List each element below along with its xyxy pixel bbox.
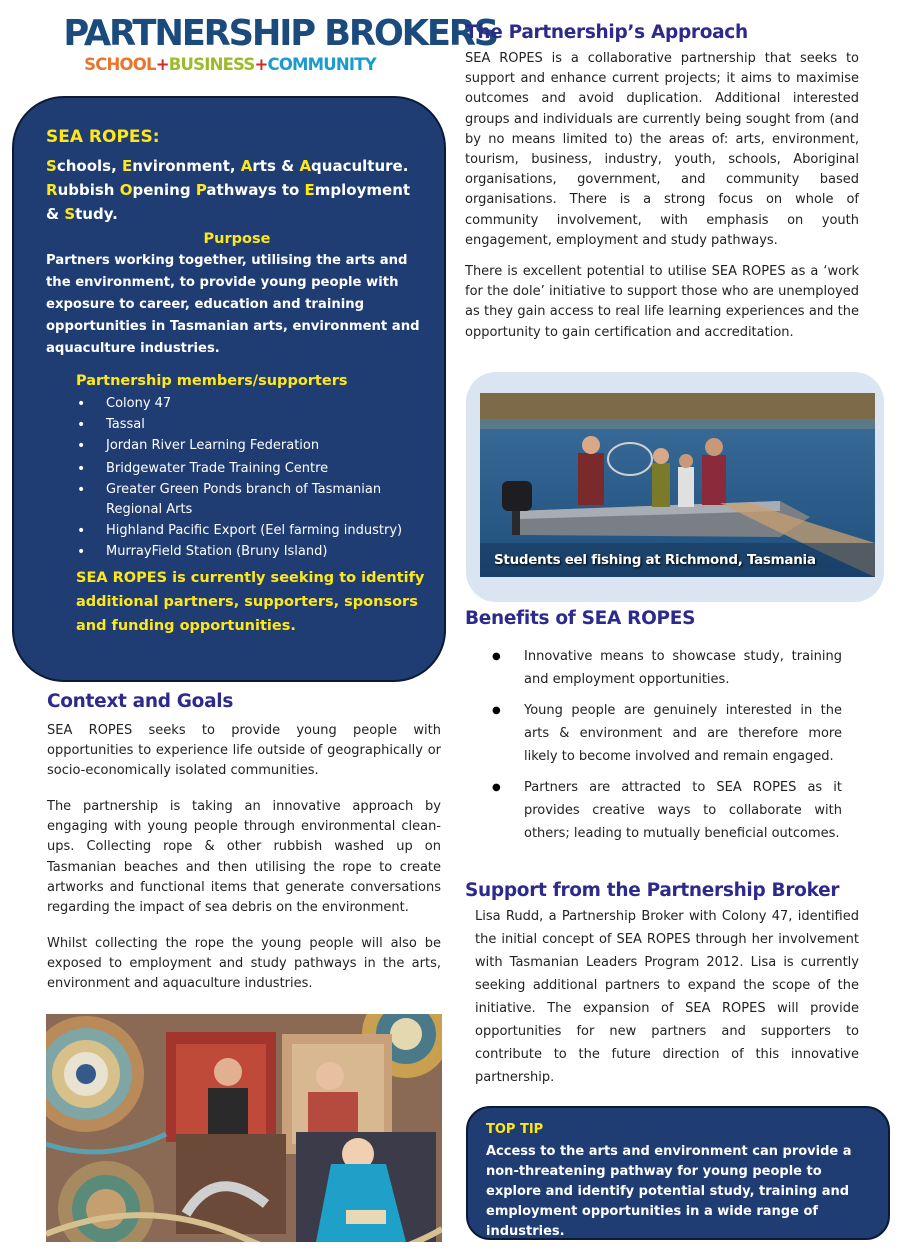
benefit-item: ● Partners are attracted to SEA ROPES as it provides creative ways to collaborate with others; leading to mutually beneficial outcomes. bbox=[486, 776, 842, 845]
member-item: • Jordan River Learning Federation bbox=[76, 436, 428, 456]
sea-ropes-panel bbox=[12, 96, 446, 682]
acronym-word-rest: ubbish bbox=[57, 181, 120, 199]
acronym-initial: A bbox=[299, 157, 312, 175]
context-paragraph-3: Whilst collecting the rope the young people will also be exposed to employment and study pathways in the arts, environment and aquaculture industries. bbox=[47, 936, 441, 992]
panel-content bbox=[46, 124, 428, 638]
acronym-initial: A bbox=[240, 157, 253, 175]
logo-community: COMMUNITY bbox=[267, 55, 376, 74]
acronym-word-rest: rts & bbox=[252, 157, 300, 175]
acronym-initial: P bbox=[195, 181, 207, 199]
eel-fishing-photo-image bbox=[480, 393, 875, 577]
panel-title: SEA ROPES: bbox=[46, 127, 160, 147]
top-tip-heading: TOP TIP bbox=[486, 1122, 544, 1137]
top-tip-box bbox=[466, 1106, 890, 1240]
acronym-word-rest: pening bbox=[132, 181, 196, 199]
acronym-initial: S bbox=[64, 205, 76, 223]
acronym-initial: S bbox=[46, 157, 57, 175]
top-tip-text: Access to the arts and environment can provide a non-threatening pathway for young people to explore and identify potential study, training and employment opportunities in a wide range of industries. bbox=[486, 1144, 852, 1239]
acronym-word-rest: quaculture. bbox=[311, 157, 409, 175]
context-heading: Context and Goals bbox=[47, 691, 234, 712]
benefit-item: ● Innovative means to showcase study, training and employment opportunities. bbox=[486, 645, 842, 691]
partnership-brokers-logo bbox=[60, 13, 498, 94]
approach-paragraph-1: SEA ROPES is a collaborative partnership that seeks to support and enhance current projects; it aims to maximise outcomes and avoid duplication. Additional interested groups and individuals are currently being sought from (and by no means limited to) the areas of: arts, environment, tourism, business, industry, youth, schools, Aboriginal organisations, government, and community based organisations. There is a strong focus on whole of community involvement, with emphasis on youth engagement, employment and study pathways. bbox=[465, 51, 859, 248]
logo-business: BUSINESS bbox=[168, 55, 255, 74]
logo-main-text: PARTNERSHIP BROKERS bbox=[63, 13, 498, 54]
member-item: • MurrayField Station (Bruny Island) bbox=[76, 542, 428, 562]
acronym-initial: R bbox=[46, 181, 58, 199]
approach-paragraph-2: There is excellent potential to utilise SEA ROPES as a ‘work for the dole’ initiative to support those who are unemployed as they gain access to real life learning experiences and the opportunity to gain certification and accreditation. bbox=[465, 264, 859, 340]
member-item: • Colony 47 bbox=[76, 394, 428, 414]
purpose-text: Partners working together, utilising the arts and the environment, to provide young people with exposure to career, education and training opportunities in Tasmanian arts, environment and aquaculture industries. bbox=[46, 253, 420, 356]
acronym-line-2 bbox=[46, 178, 428, 226]
acronym-word-rest: tudy. bbox=[75, 205, 118, 223]
acronym-initial: E bbox=[304, 181, 315, 199]
acronym-initial: E bbox=[121, 157, 133, 175]
logo-school: SCHOOL bbox=[84, 55, 156, 74]
logo-plus-1: + bbox=[155, 55, 169, 74]
acronym-line-1 bbox=[46, 154, 428, 178]
acronym-word-rest: athways to bbox=[206, 181, 305, 199]
member-item: • Bridgewater Trade Training Centre bbox=[76, 459, 428, 479]
support-paragraph: Lisa Rudd, a Partnership Broker with Colony 47, identified the initial concept of SEA ROPES through her involvement with Tasmanian Leaders Program 2012. Lisa is currently seeking additional partners to expand the scope of the initiative. The expansion of SEA ROPES will provide opportunities for new partners and supporters to contribute to the future direction of this innovative partnership. bbox=[475, 909, 859, 1085]
member-item: • Highland Pacific Export (Eel farming industry) bbox=[76, 521, 428, 541]
benefits-list bbox=[486, 645, 842, 853]
benefits-heading: Benefits of SEA ROPES bbox=[465, 608, 696, 629]
logo-plus-2: + bbox=[254, 55, 268, 74]
member-item: • Greater Green Ponds branch of Tasmanian Regional Arts bbox=[76, 480, 428, 520]
support-heading: Support from the Partnership Broker bbox=[465, 880, 840, 901]
member-item: • Tassal bbox=[76, 415, 428, 435]
acronym-word-rest: chools, bbox=[56, 157, 122, 175]
photo-caption: Students eel fishing at Richmond, Tasmania bbox=[494, 552, 816, 568]
seeking-partners-text: SEA ROPES is currently seeking to identify additional partners, supporters, sponsors and funding opportunities. bbox=[76, 570, 425, 634]
purpose-heading: Purpose bbox=[203, 231, 271, 247]
context-paragraph-1: SEA ROPES seeks to provide young people with opportunities to experience life outside of geographically or socio-economically isolated communities. bbox=[47, 723, 441, 779]
rope-art-photo-image bbox=[46, 1014, 442, 1242]
context-paragraph-2: The partnership is taking an innovative approach by engaging with young people through environmental clean-ups. Collecting rope & other rubbish washed up on Tasmanian beaches and then utilising the rope to create artworks and functional items that generate conversations regarding the impact of sea debris on the environment. bbox=[47, 799, 441, 916]
members-list bbox=[76, 394, 428, 562]
approach-heading: The Partnership’s Approach bbox=[465, 22, 748, 43]
eel-fishing-photo bbox=[480, 393, 875, 577]
benefit-item: ● Young people are genuinely interested in the arts & environment and are therefore more likely to become involved and remain engaged. bbox=[486, 699, 842, 768]
rope-art-photo bbox=[46, 1014, 442, 1242]
acronym-word-rest: nvironment, bbox=[132, 157, 241, 175]
members-heading: Partnership members/supporters bbox=[76, 373, 348, 389]
acronym-initial: O bbox=[119, 181, 133, 199]
logo-subtitle bbox=[60, 54, 400, 76]
acronym-word-rest: mployment & bbox=[46, 181, 411, 223]
